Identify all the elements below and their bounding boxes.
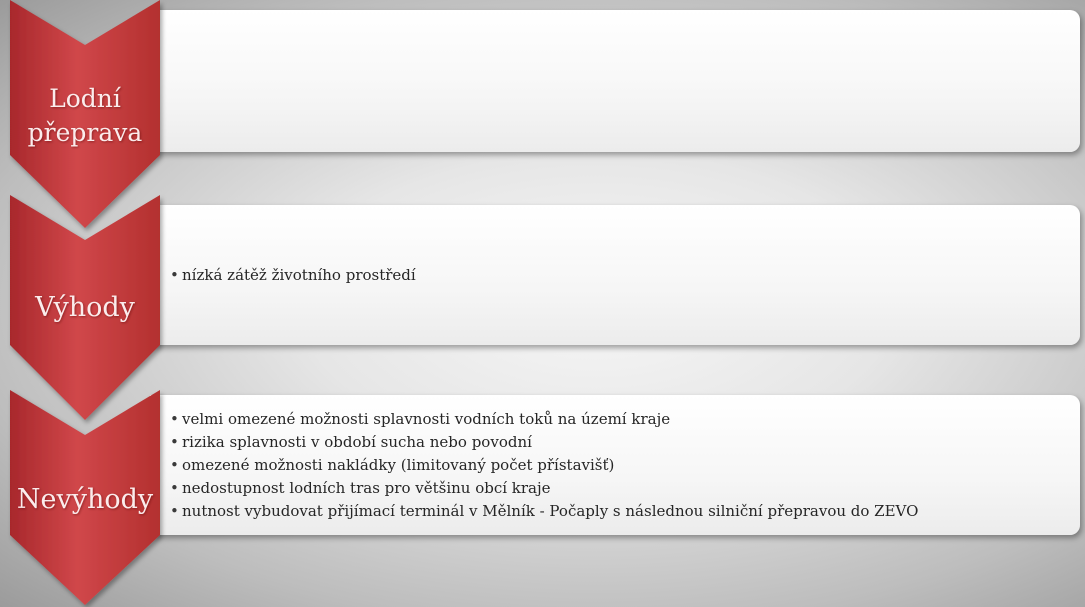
bullet-dot: •	[170, 501, 179, 520]
bullet-text: rizika splavnosti v období sucha nebo povodní	[182, 432, 532, 451]
label-line: Lodní	[49, 84, 121, 113]
bullet-text: nutnost vybudovat přijímací terminál v Mělník - Počaply s následnou silniční přepravou do ZEVO	[182, 501, 919, 520]
label-line: přeprava	[27, 118, 143, 147]
chevron-label-vyhody: Výhody	[35, 292, 135, 323]
chevron-label-nevyhody: Nevýhody	[16, 484, 154, 515]
bullet-dot: •	[170, 409, 179, 428]
chevron-label-lodni-preprava	[0, 82, 170, 150]
bullet-text: nízká zátěž životního prostředí	[182, 265, 416, 284]
bullet-dot: •	[170, 432, 179, 451]
bullet-dot: •	[170, 455, 179, 474]
bullet-dot: •	[170, 265, 179, 284]
bullet-dot: •	[170, 478, 179, 497]
bullet-text: nedostupnost lodních tras pro většinu obcí kraje	[182, 478, 551, 497]
bullet-text: omezené možnosti nakládky (limitovaný počet přístavišť)	[182, 455, 615, 474]
bullet-text: velmi omezené možnosti splavnosti vodních toků na území kraje	[182, 409, 671, 428]
